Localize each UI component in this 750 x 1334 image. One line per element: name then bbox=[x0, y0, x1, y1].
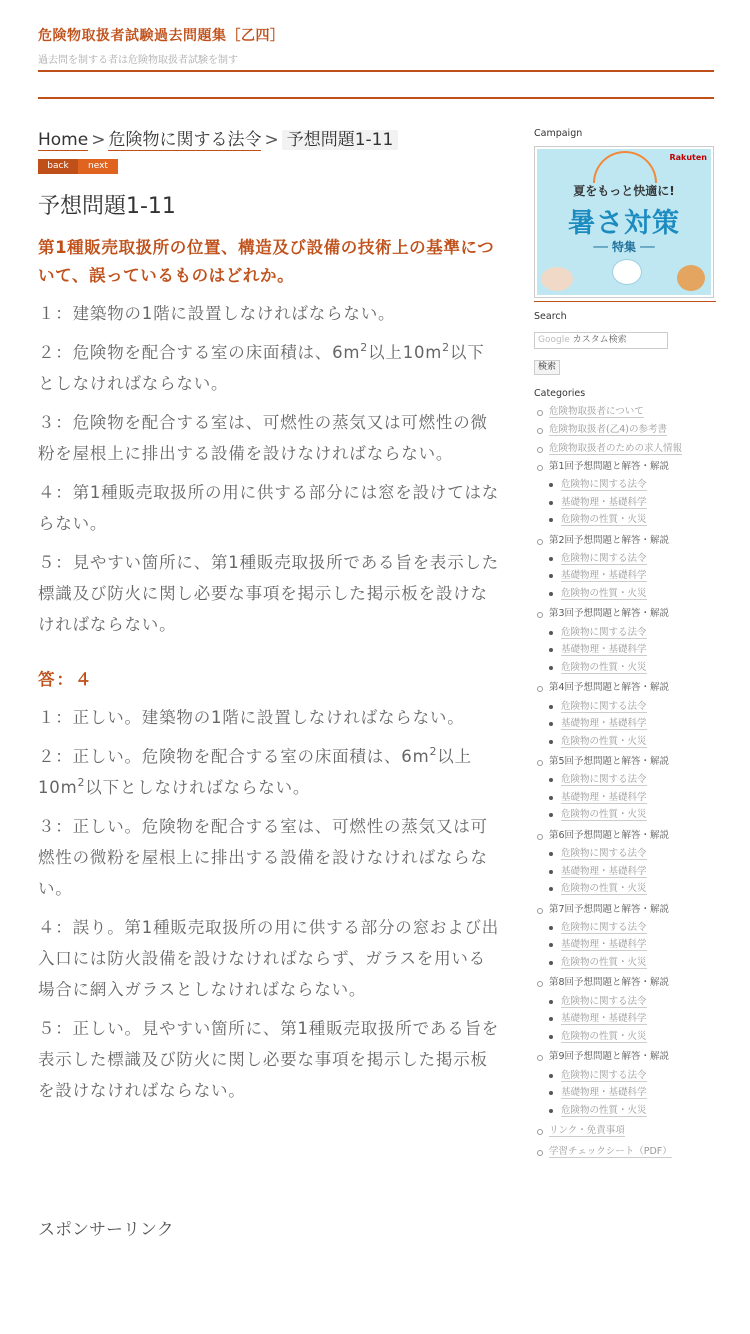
answer-label: 答：４ bbox=[38, 670, 94, 689]
subcategory-link[interactable]: 危険物に関する法令 bbox=[534, 476, 716, 494]
question-text: 第1種販売取扱所の位置、構造及び設備の技術上の基準について、誤っているものはどれか。 bbox=[38, 238, 495, 285]
subcategory-link[interactable]: 基礎物理・基礎科学 bbox=[534, 789, 716, 807]
breadcrumb-category[interactable]: 危険物に関する法令 bbox=[108, 130, 262, 150]
subcategory-link[interactable]: 基礎物理・基礎科学 bbox=[534, 641, 716, 659]
category-group: 第1回予想問題と解答・解説 bbox=[534, 458, 716, 476]
explanation-2: ２：正しい。危険物を配合する室の床面積は、$6m^2$以上$10m^2$以下としなければならない。 bbox=[38, 745, 472, 797]
banner-line-2: 暑さ対策 bbox=[568, 208, 680, 239]
category-link[interactable]: 危険物取扱者(乙4)の参考書 bbox=[534, 421, 716, 439]
banner-line-1: 夏をもっと快適に! bbox=[573, 184, 675, 198]
breadcrumb-separator: > bbox=[91, 130, 106, 150]
site-description: 過去問を制する者は危険物取扱者試験を制す bbox=[38, 55, 238, 66]
banner-line-3: ── 特集 ── bbox=[593, 240, 655, 254]
post-title: 予想問題1-11 bbox=[38, 194, 176, 219]
subcategory-link[interactable]: 基礎物理・基礎科学 bbox=[534, 567, 716, 585]
categories-title: Categories bbox=[534, 388, 586, 399]
sponsor-heading: スポンサーリンク bbox=[38, 1220, 174, 1240]
search-button[interactable]: 検索 bbox=[534, 360, 560, 375]
option-1: １：建築物の1階に設置しなければならない。 bbox=[38, 304, 396, 323]
subcategory-link[interactable]: 危険物に関する法令 bbox=[534, 845, 716, 863]
category-group: 第8回予想問題と解答・解説 bbox=[534, 974, 716, 992]
subcategory-link[interactable]: 危険物の性質・火災 bbox=[534, 733, 716, 751]
category-group: 第2回予想問題と解答・解説 bbox=[534, 532, 716, 550]
sidebar bbox=[534, 128, 716, 1162]
subcategory-link[interactable]: 危険物の性質・火災 bbox=[534, 880, 716, 898]
subcategory-link[interactable]: 危険物に関する法令 bbox=[534, 624, 716, 642]
subcategory-link[interactable]: 危険物の性質・火災 bbox=[534, 806, 716, 824]
explanation-1: １：正しい。建築物の1階に設置しなければならない。 bbox=[38, 708, 465, 727]
subcategory-link[interactable]: 危険物の性質・火災 bbox=[534, 1028, 716, 1046]
subcategory-link[interactable]: 危険物の性質・火災 bbox=[534, 585, 716, 603]
header-divider bbox=[38, 70, 714, 72]
nav-divider bbox=[38, 97, 714, 99]
category-group: 第6回予想問題と解答・解説 bbox=[534, 827, 716, 845]
google-logo: Google bbox=[538, 335, 570, 345]
explanation-3: ３：正しい。危険物を配合する室は、可燃性の蒸気又は可燃性の微粉を屋根上に排出する設備を設けなければならない。 bbox=[38, 817, 488, 898]
post-pager bbox=[38, 159, 500, 174]
explanation-4: ４：誤り。第1種販売取扱所の用に供する部分の窓および出入口には防火設備を設けなければならず、ガラスを用いる場合に網入ガラスとしなければならない。 bbox=[38, 918, 500, 999]
campaign-banner[interactable] bbox=[534, 146, 714, 298]
subcategory-link[interactable]: 危険物に関する法令 bbox=[534, 550, 716, 568]
category-link[interactable]: 危険物取扱者のための求人情報 bbox=[534, 440, 716, 458]
subcategory-link[interactable]: 危険物の性質・火災 bbox=[534, 1102, 716, 1120]
category-link[interactable]: 危険物取扱者について bbox=[534, 403, 716, 421]
categories-list bbox=[534, 403, 716, 1162]
option-4: ４：第1種販売取扱所の用に供する部分には窓を設けてはならない。 bbox=[38, 483, 500, 533]
site-header bbox=[38, 25, 714, 66]
subcategory-link[interactable]: 基礎物理・基礎科学 bbox=[534, 936, 716, 954]
site-title[interactable]: 危険物取扱者試験過去問題集［乙四］ bbox=[38, 28, 285, 44]
subcategory-link[interactable]: 危険物に関する法令 bbox=[534, 993, 716, 1011]
breadcrumb-current: 予想問題1-11 bbox=[282, 130, 399, 150]
rakuten-logo: Rakuten bbox=[669, 153, 707, 162]
breadcrumb bbox=[38, 128, 500, 152]
search-input[interactable] bbox=[534, 332, 668, 349]
subcategory-link[interactable]: 危険物に関する法令 bbox=[534, 771, 716, 789]
bear-icon bbox=[612, 259, 642, 285]
campaign-title: Campaign bbox=[534, 128, 583, 139]
category-group: 第3回予想問題と解答・解説 bbox=[534, 605, 716, 623]
option-3: ３：危険物を配合する室は、可燃性の蒸気又は可燃性の微粉を屋根上に排出する設備を設けなければならない。 bbox=[38, 413, 488, 463]
category-group: 第5回予想問題と解答・解説 bbox=[534, 753, 716, 771]
category-group: 第4回予想問題と解答・解説 bbox=[534, 679, 716, 697]
category-group: 第7回予想問題と解答・解説 bbox=[534, 901, 716, 919]
sidebar-divider bbox=[534, 301, 716, 302]
sun-icon bbox=[593, 151, 657, 183]
subcategory-link[interactable]: 基礎物理・基礎科学 bbox=[534, 863, 716, 881]
subcategory-link[interactable]: 危険物に関する法令 bbox=[534, 698, 716, 716]
subcategory-link[interactable]: 基礎物理・基礎科学 bbox=[534, 1084, 716, 1102]
links-disclaimer-link[interactable]: リンク・免責事項 bbox=[534, 1122, 716, 1140]
subcategory-link[interactable]: 基礎物理・基礎科学 bbox=[534, 1010, 716, 1028]
subcategory-link[interactable]: 基礎物理・基礎科学 bbox=[534, 715, 716, 733]
category-group: 第9回予想問題と解答・解説 bbox=[534, 1048, 716, 1066]
breadcrumb-home[interactable]: Home bbox=[38, 130, 89, 150]
banner-image bbox=[537, 149, 711, 295]
option-2: ２：危険物を配合する室の床面積は、$6m^2$以上$10m^2$以下としなければならない。 bbox=[38, 341, 485, 393]
search-title: Search bbox=[534, 311, 567, 322]
dog-icon bbox=[677, 265, 705, 291]
back-button[interactable]: back bbox=[38, 159, 78, 174]
subcategory-link[interactable]: 危険物の性質・火災 bbox=[534, 659, 716, 677]
next-button[interactable]: next bbox=[78, 159, 118, 174]
main-content bbox=[38, 128, 500, 1106]
search-placeholder: カスタム検索 bbox=[572, 335, 627, 345]
subcategory-link[interactable]: 危険物に関する法令 bbox=[534, 919, 716, 937]
person-icon bbox=[541, 267, 573, 291]
subcategory-link[interactable]: 危険物の性質・火災 bbox=[534, 954, 716, 972]
subcategory-link[interactable]: 危険物に関する法令 bbox=[534, 1067, 716, 1085]
breadcrumb-separator: > bbox=[264, 130, 279, 150]
subcategory-link[interactable]: 危険物の性質・火災 bbox=[534, 511, 716, 529]
explanation-5: ５：正しい。見やすい箇所に、第1種販売取扱所である旨を表示した標識及び防火に関し必要な事項を掲示した掲示板を設けなければならない。 bbox=[38, 1019, 500, 1100]
option-5: ５：見やすい箇所に、第1種販売取扱所である旨を表示した標識及び防火に関し必要な事項を掲示した掲示板を設けなければならない。 bbox=[38, 553, 500, 634]
check-sheet-pdf-link[interactable]: 学習チェックシート（PDF） bbox=[534, 1143, 716, 1161]
subcategory-link[interactable]: 基礎物理・基礎科学 bbox=[534, 494, 716, 512]
